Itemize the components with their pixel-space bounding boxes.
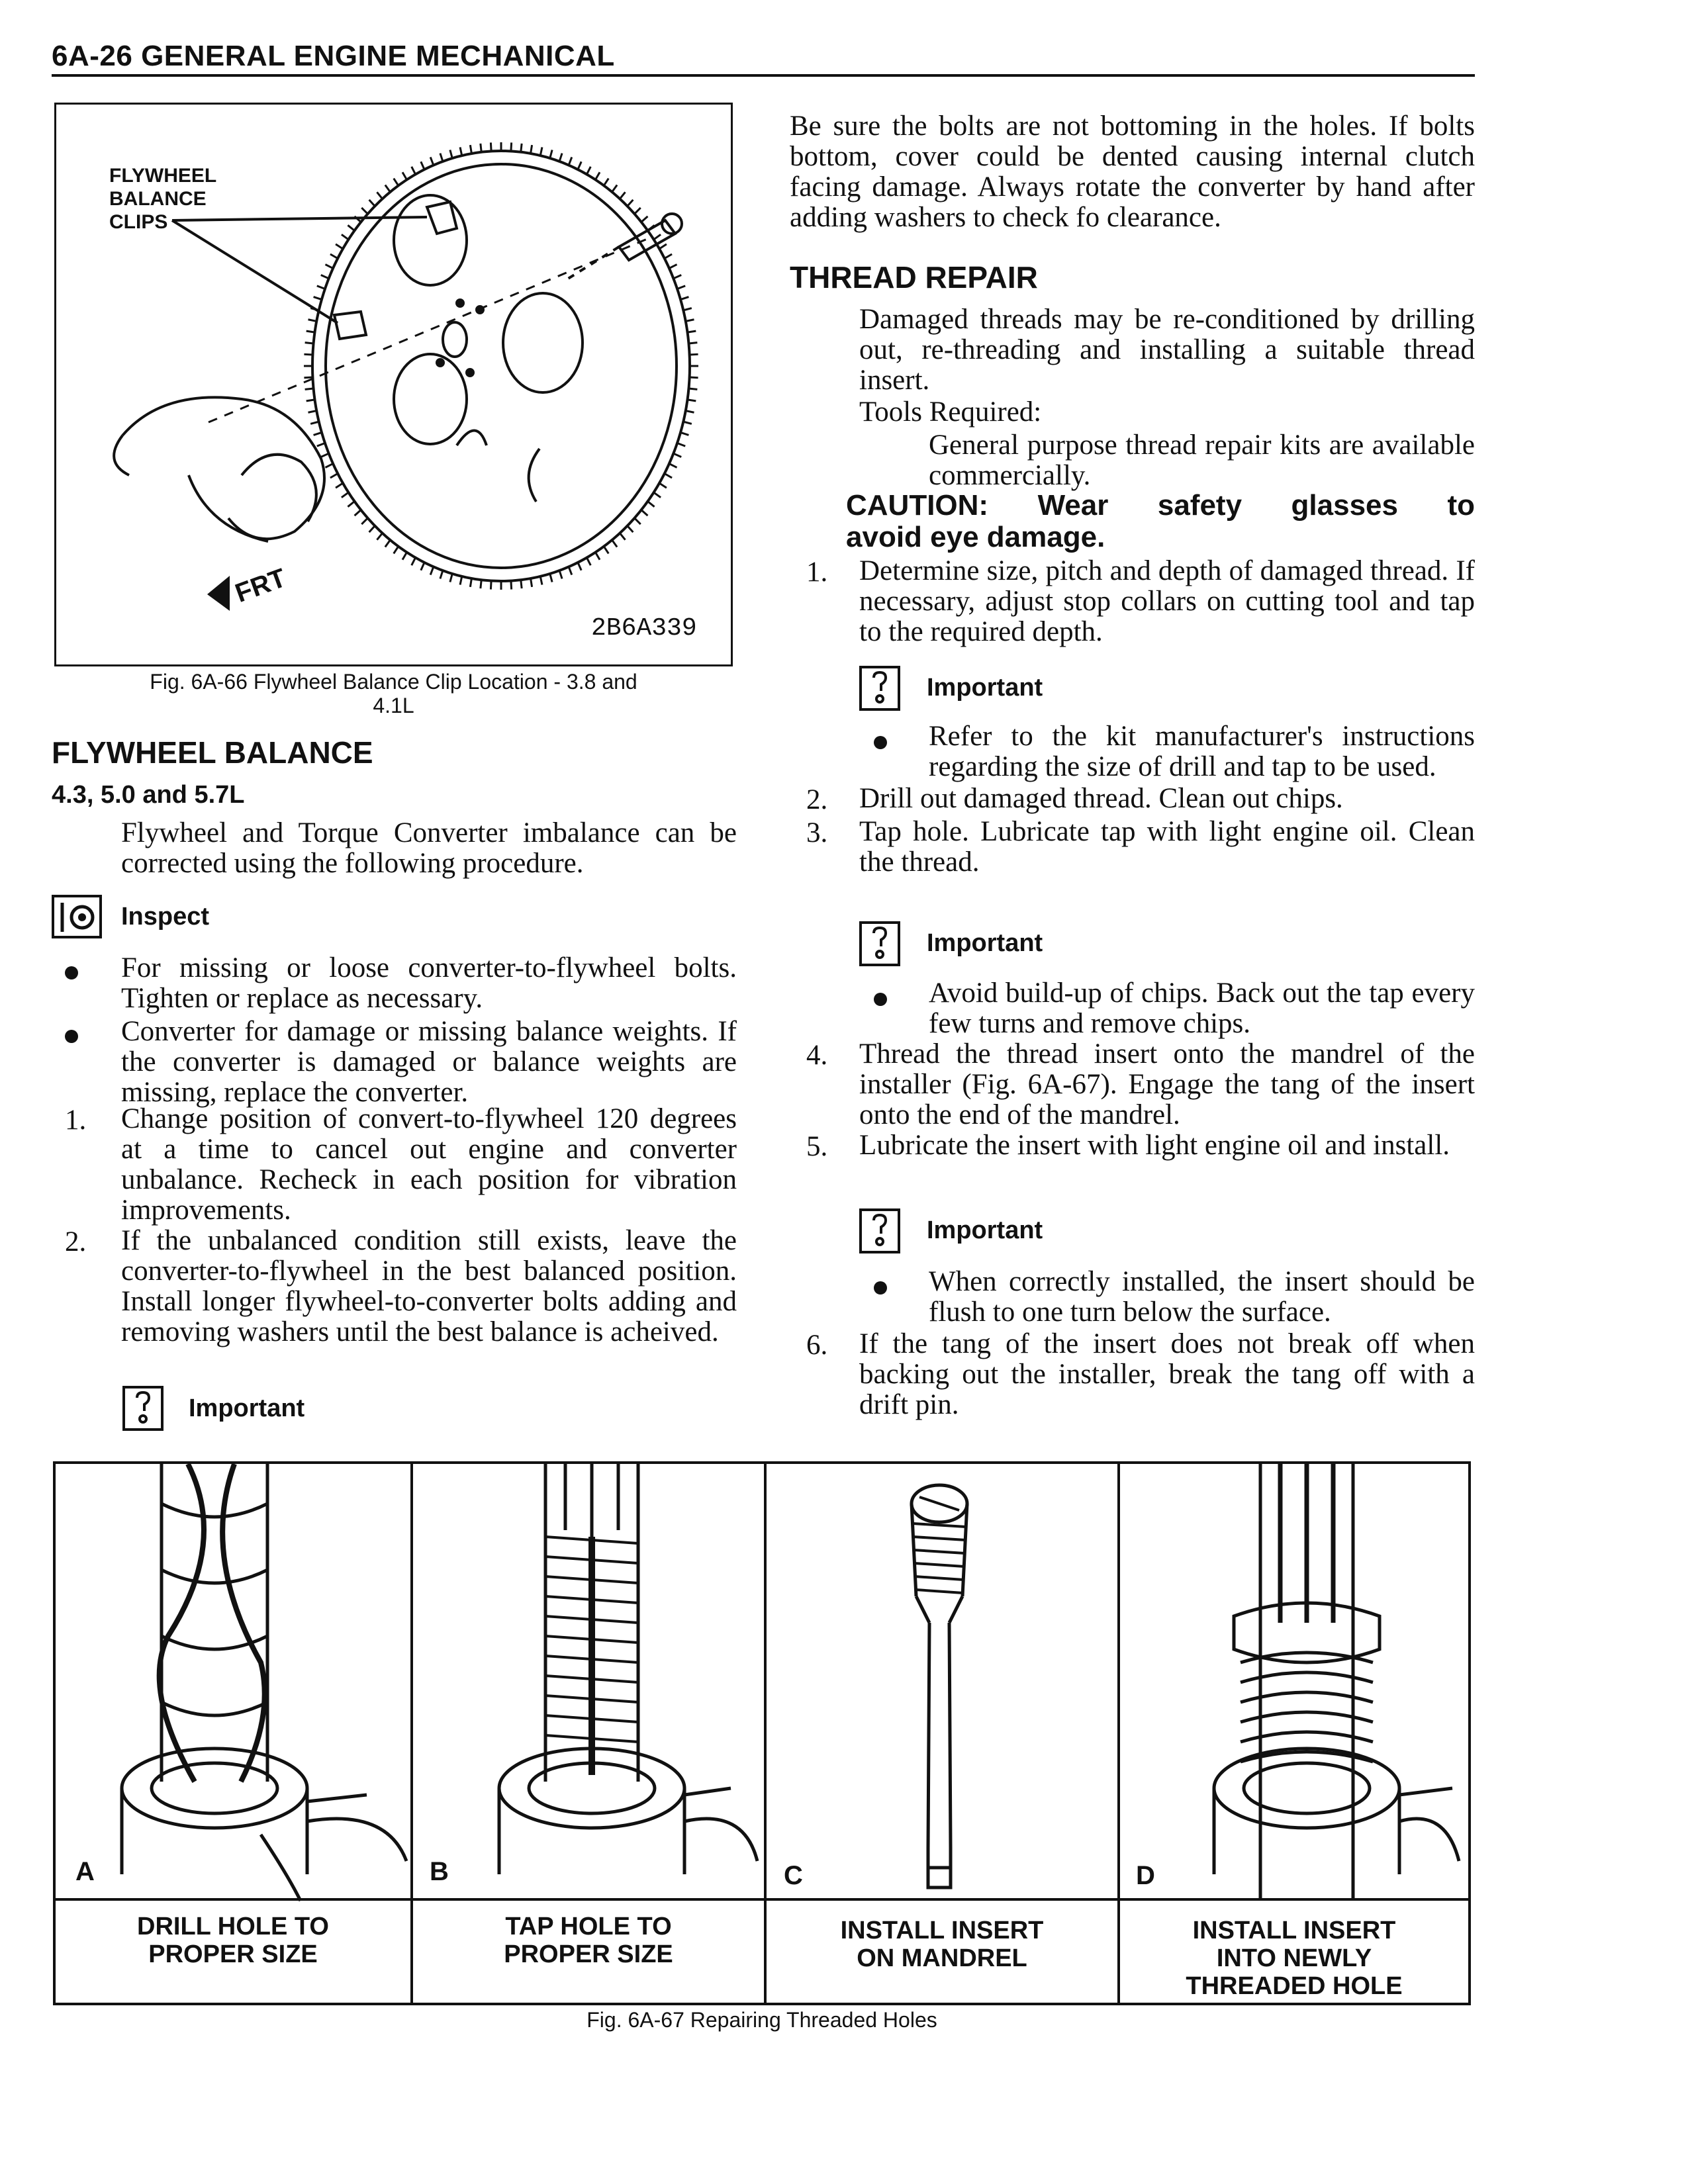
gear-tooth — [385, 540, 391, 547]
gear-tooth — [673, 275, 681, 279]
tools-required-text: General purpose thread repair kits are available commercially. — [929, 430, 1475, 491]
engine-sizes-subheading: 4.3, 5.0 and 5.7L — [52, 781, 245, 809]
important-icon — [122, 1386, 164, 1431]
right-step-5: Lubricate the insert with light engine oil and install. — [859, 1130, 1450, 1161]
right-step-4: Thread the thread insert onto the mandrel of the installer (Fig. 6A-67). Engage the tang of the insert onto the end of the mandrel. — [859, 1038, 1475, 1130]
bullet-dot — [65, 966, 78, 979]
gear-tooth — [654, 234, 661, 240]
thread-repair-para: Damaged threads may be re-conditioned by drilling out, re-threading and installing a suitable thread insert. — [859, 304, 1475, 396]
gear-tooth — [578, 161, 581, 169]
gear-tooth — [421, 563, 424, 570]
gear-tooth — [430, 157, 434, 165]
gear-tooth — [355, 510, 361, 516]
gear-tooth — [330, 254, 338, 259]
panel-label-a: DRILL HOLE TO PROPER SIZE — [137, 1913, 329, 1968]
gear-tooth — [690, 354, 698, 355]
gear-tooth — [578, 563, 581, 570]
gear-tooth — [673, 453, 681, 457]
tap-illustration — [499, 1464, 757, 1874]
gear-tooth — [460, 147, 462, 156]
gear-tooth — [683, 308, 692, 310]
gear-tooth — [690, 377, 698, 378]
gear-tooth — [641, 510, 648, 516]
flywheel-balance-heading: FLYWHEEL BALANCE — [52, 735, 373, 770]
step-number: 1. — [65, 1105, 87, 1136]
gear-tooth — [686, 411, 694, 413]
step-number: 1. — [806, 557, 828, 588]
gear-tooth — [550, 150, 552, 159]
gear-tooth — [641, 216, 648, 222]
bolts-bottoming-text: Be sure the bolts are not bottoming in the holes. If bolts bottom, cover could be dented causing internal clutch facing damage. Always rotate the converter by hand after adding washers to check fo clearance. — [790, 111, 1475, 233]
gear-tooth — [470, 578, 471, 587]
gear-tooth — [687, 331, 696, 332]
gear-tooth — [620, 192, 625, 199]
important-label: Important — [927, 1216, 1043, 1244]
gear-tooth — [412, 167, 416, 175]
gear-tooth — [317, 443, 325, 446]
fig67-caption: Fig. 6A-67 Repairing Threaded Holes — [586, 2008, 937, 2032]
gear-tooth — [521, 580, 522, 588]
right-step-3: Tap hole. Lubricate tap with light engine oil. Clean the thread. — [859, 816, 1475, 878]
bullet-dot — [874, 1281, 887, 1295]
gear-tooth — [669, 265, 677, 269]
important-label: Important — [927, 674, 1043, 702]
gear-tooth — [659, 483, 667, 488]
gear-tooth — [654, 492, 661, 498]
gear-tooth — [559, 154, 562, 161]
note-kit-instructions: Refer to the kit manufacturer's instructions regarding the size of drill and tap to be used. — [929, 721, 1475, 782]
gear-tooth — [511, 581, 512, 590]
gear-tooth — [306, 331, 315, 332]
gear-tooth — [677, 443, 685, 446]
gear-tooth — [688, 388, 697, 389]
gear-tooth — [440, 154, 443, 161]
gear-tooth — [586, 167, 590, 175]
right-step-2: Drill out damaged thread. Clean out chips. — [859, 783, 1343, 814]
inspect-bullet-2: Converter for damage or missing balance weights. If the converter is damaged or balance weights are missing, replace the converter. — [121, 1016, 737, 1108]
gear-tooth — [377, 533, 382, 540]
gear-tooth — [394, 179, 399, 186]
gear-tooth — [586, 558, 590, 566]
gear-tooth — [385, 185, 391, 193]
drill-bit-illustration — [122, 1464, 406, 1901]
gear-tooth — [402, 552, 407, 559]
figure-thread-repair-box — [53, 1461, 1471, 2005]
gear-tooth — [342, 234, 349, 240]
gear-tooth — [314, 297, 322, 300]
gear-tooth — [635, 208, 641, 214]
panel-label-c: INSTALL INSERT ON MANDREL — [840, 1917, 1044, 1972]
gear-tooth — [677, 286, 685, 289]
caution-text: CAUTION: Wear safety glasses to avoid eye damage. — [846, 489, 1475, 553]
gear-tooth — [635, 518, 641, 524]
bullet-dot — [65, 1030, 78, 1043]
gear-tooth — [342, 492, 349, 498]
gear-tooth — [647, 502, 654, 507]
gear-tooth — [421, 161, 424, 169]
step-number: 2. — [65, 1226, 87, 1257]
tools-required-label: Tools Required: — [859, 396, 1042, 428]
gear-tooth — [604, 547, 608, 554]
gear-tooth — [306, 400, 315, 401]
gear-tooth — [687, 400, 696, 401]
step-number: 5. — [806, 1131, 828, 1162]
gear-tooth — [665, 474, 672, 478]
gear-tooth — [628, 526, 633, 533]
frt-label: FRT — [231, 563, 290, 609]
gear-tooth — [511, 142, 512, 151]
gear-tooth — [348, 225, 354, 230]
gear-tooth — [604, 179, 608, 186]
important-icon — [859, 921, 900, 966]
gear-tooth — [680, 432, 688, 435]
gear-tooth — [686, 320, 694, 322]
gear-tooth — [683, 422, 692, 424]
gear-tooth — [308, 320, 317, 322]
gear-tooth — [612, 540, 618, 547]
thread-repair-illustrations — [56, 1464, 1468, 1901]
gear-tooth — [550, 574, 552, 582]
gear-tooth — [659, 244, 667, 249]
note-flush-install: When correctly installed, the insert should be flush to one turn below the surface. — [929, 1266, 1475, 1328]
gear-tooth — [596, 552, 600, 559]
gear-tooth — [321, 275, 329, 279]
gear-tooth — [540, 576, 542, 585]
left-step-1: Change position of convert-to-flywheel 120 degrees at a time to cancel out engine and converter unbalance. Recheck in each position for vibration improvements. — [121, 1103, 737, 1226]
panel-letter-d: D — [1136, 1861, 1155, 1890]
gear-tooth — [440, 570, 443, 578]
gear-tooth — [310, 422, 319, 424]
gear-tooth — [330, 474, 338, 478]
figure-code: 2B6A339 — [591, 614, 697, 643]
header-rule — [52, 74, 1475, 77]
gear-tooth — [336, 244, 343, 249]
crankshaft-sketch — [114, 397, 324, 541]
gear-tooth — [325, 464, 333, 468]
gear-tooth — [377, 192, 382, 199]
frt-arrow-icon — [207, 576, 230, 611]
gear-tooth — [470, 145, 471, 154]
gear-tooth — [531, 145, 532, 154]
gear-tooth — [669, 464, 677, 468]
gear-tooth — [559, 570, 562, 578]
gear-tooth — [450, 574, 452, 582]
inspect-bullet-1: For missing or loose converter-to-flywheel bolts. Tighten or replace as necessary. — [121, 952, 737, 1014]
panel-letter-a: A — [75, 1857, 95, 1886]
important-icon — [859, 666, 900, 711]
gear-tooth — [369, 200, 375, 206]
important-label: Important — [189, 1394, 305, 1422]
step-number: 6. — [806, 1330, 828, 1361]
gear-tooth — [569, 567, 572, 574]
gear-tooth — [596, 172, 600, 179]
step-number: 2. — [806, 784, 828, 815]
note-chip-buildup: Avoid build-up of chips. Back out the tap every few turns and remove chips. — [929, 978, 1475, 1039]
gear-tooth — [628, 200, 633, 206]
gear-tooth — [430, 567, 434, 574]
figure-flywheel-box — [54, 103, 733, 666]
gear-tooth — [348, 502, 354, 507]
important-icon — [859, 1208, 900, 1253]
left-step-2: If the unbalanced condition still exists, leave the converter-to-flywheel in the best balanced position. Install longer flywheel-to-converter bolts adding and removing washers until the best balance is acheived. — [121, 1225, 737, 1347]
gear-tooth — [521, 144, 522, 152]
gear-tooth — [336, 483, 343, 488]
gear-tooth — [460, 576, 462, 585]
step-number: 4. — [806, 1040, 828, 1071]
bullet-dot — [874, 993, 887, 1006]
flywheel-ring-gear — [312, 151, 690, 581]
gear-tooth — [569, 157, 572, 165]
panel-label-b: TAP HOLE TO PROPER SIZE — [504, 1913, 673, 1968]
gear-tooth — [540, 147, 542, 156]
panel-letter-c: C — [784, 1861, 803, 1890]
gear-tooth — [304, 354, 312, 355]
gear-tooth — [321, 453, 329, 457]
gear-tooth — [450, 150, 452, 159]
gear-tooth — [305, 388, 314, 389]
gear-tooth — [304, 377, 312, 378]
gear-tooth — [314, 432, 322, 435]
gear-tooth — [612, 185, 618, 193]
thread-repair-heading: THREAD REPAIR — [790, 260, 1038, 295]
gear-tooth — [369, 526, 375, 533]
inspect-icon — [52, 895, 102, 938]
gear-tooth — [394, 547, 399, 554]
bullet-dot — [874, 736, 887, 749]
gear-tooth — [361, 518, 367, 524]
mandrel-illustration — [912, 1485, 967, 1888]
inspect-label: Inspect — [121, 903, 210, 931]
panel-label-d: INSTALL INSERT INTO NEWLY THREADED HOLE — [1186, 1917, 1403, 2000]
gear-tooth — [620, 533, 625, 540]
step-number: 3. — [806, 817, 828, 848]
gear-tooth — [665, 254, 672, 259]
gear-tooth — [308, 411, 317, 413]
gear-tooth — [361, 208, 367, 214]
gear-tooth — [325, 265, 333, 269]
gear-tooth — [412, 558, 416, 566]
page-header: 6A-26 GENERAL ENGINE MECHANICAL — [52, 40, 615, 72]
gear-tooth — [402, 172, 407, 179]
fig66-caption: Fig. 6A-66 Flywheel Balance Clip Location - 3.8 and 4.1L — [150, 670, 637, 717]
right-step-1: Determine size, pitch and depth of damaged thread. If necessary, adjust stop collars on cutting tool and tap to the required depth. — [859, 555, 1475, 647]
panel-letter-b: B — [430, 1857, 449, 1886]
clips-label: FLYWHEEL BALANCE CLIPS — [109, 165, 217, 233]
flywheel-intro-text: Flywheel and Torque Converter imbalance can be corrected using the following procedure. — [121, 817, 737, 879]
flywheel-holes — [394, 195, 583, 502]
installer-illustration — [1214, 1464, 1459, 1901]
important-label: Important — [927, 929, 1043, 957]
gear-tooth — [317, 286, 325, 289]
right-step-6: If the tang of the insert does not break off when backing out the installer, break the tang off with a drift pin. — [859, 1328, 1475, 1420]
gear-tooth — [680, 297, 688, 300]
gear-tooth — [531, 578, 532, 587]
